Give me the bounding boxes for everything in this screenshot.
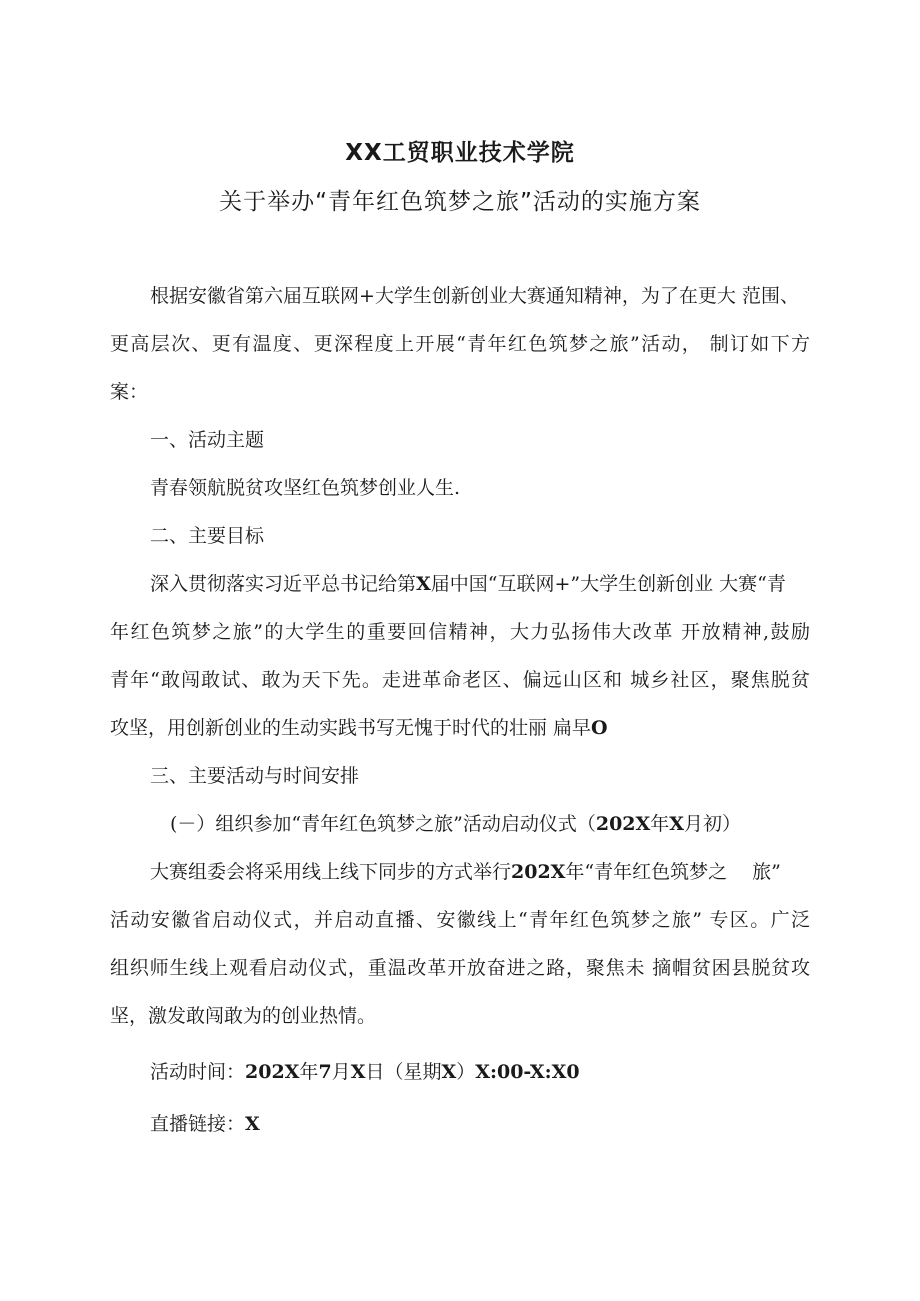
time-range: X:00-X:X0 [475, 1061, 580, 1083]
time-ri: 日（星期 [365, 1061, 442, 1083]
section2-line-2: 年红色筑梦之旅”的大学生的重要回信精神，大力弘扬伟大改革 开放精神,鼓励 [110, 621, 810, 643]
section2-line-1b: X [416, 573, 431, 595]
time-yue: 月 [331, 1061, 351, 1083]
sub1-c: 年 [650, 813, 670, 835]
link-value: X [245, 1113, 260, 1135]
section3-heading: 三、主要活动与时间安排 [150, 765, 360, 787]
section2-line-4b: O [591, 717, 608, 739]
sub1-d: X [669, 813, 685, 835]
document-title-school: XX工贸职业技术学院 [345, 140, 575, 166]
sub1-b: 202X [595, 813, 651, 835]
section2-line-1c: 届中国“互联网+”大学生创新创业 大赛“青 [430, 573, 786, 595]
activity-time [150, 1060, 580, 1084]
section3-sub1 [170, 812, 741, 836]
time-year: 202X [245, 1061, 300, 1083]
time-week: X [441, 1061, 457, 1083]
section2-line-1a: 深入贯彻落实习近平总书记给第 [150, 573, 417, 595]
live-link [150, 1112, 260, 1136]
section3-para-line-2: 活动安徽省启动仪式，并启动直播、安徽线上“青年红色筑梦之旅” 专区。广泛 [110, 909, 810, 931]
section2-line-1 [150, 572, 786, 596]
section2-line-3: 青年“敢闯敢试、敢为天下先。走进革命老区、偏远山区和 城乡社区，聚焦脱贫 [110, 669, 810, 691]
section2-line-4 [110, 716, 608, 740]
intro-line-2: 更高层次、更有温度、更深程度上开展“青年红色筑梦之旅”活动， 制订如下方 [110, 333, 810, 355]
section2-line-4a: 攻坚，用创新创业的生动实践书写无愧于时代的壮丽 扁早 [110, 717, 592, 739]
section3-para-line-3: 组织师生线上观看启动仪式，重温改革开放奋进之路，聚焦未 摘帽贫困县脱贫攻 [110, 957, 810, 979]
time-label: 活动时间： [150, 1061, 246, 1083]
section3-para-line-1 [150, 860, 781, 884]
intro-line-1: 根据安徽省第六届互联网+大学生创新创业大赛通知精神，为了在更大 范围、 [150, 285, 799, 307]
para-l1b: 202X [511, 861, 566, 883]
sub1-e: 月初） [684, 813, 742, 835]
sub1-a: (－）组织参加“青年红色筑梦之旅”活动启动仪式（ [170, 813, 596, 835]
section1-heading: 一、活动主题 [150, 429, 265, 451]
intro-line-3: 案： [110, 381, 149, 403]
para-l1c: 年“青年红色筑梦之 旅” [565, 861, 781, 883]
section1-content: 青春领航脱贫攻坚红色筑梦创业人生. [150, 477, 461, 499]
section2-heading: 二、主要目标 [150, 525, 265, 547]
time-nian: 年 [299, 1061, 319, 1083]
para-l1a: 大赛组委会将采用线上线下同步的方式举行 [150, 861, 512, 883]
time-month: 7 [318, 1061, 332, 1083]
section3-para-line-4: 坚，激发敢闯敢为的创业热情。 [110, 1005, 377, 1027]
link-label: 直播链接： [150, 1113, 246, 1135]
time-day: X [350, 1061, 366, 1083]
document-title-plan: 关于举办“青年红色筑梦之旅”活动的实施方案 [219, 189, 701, 215]
time-close: ） [456, 1061, 476, 1083]
